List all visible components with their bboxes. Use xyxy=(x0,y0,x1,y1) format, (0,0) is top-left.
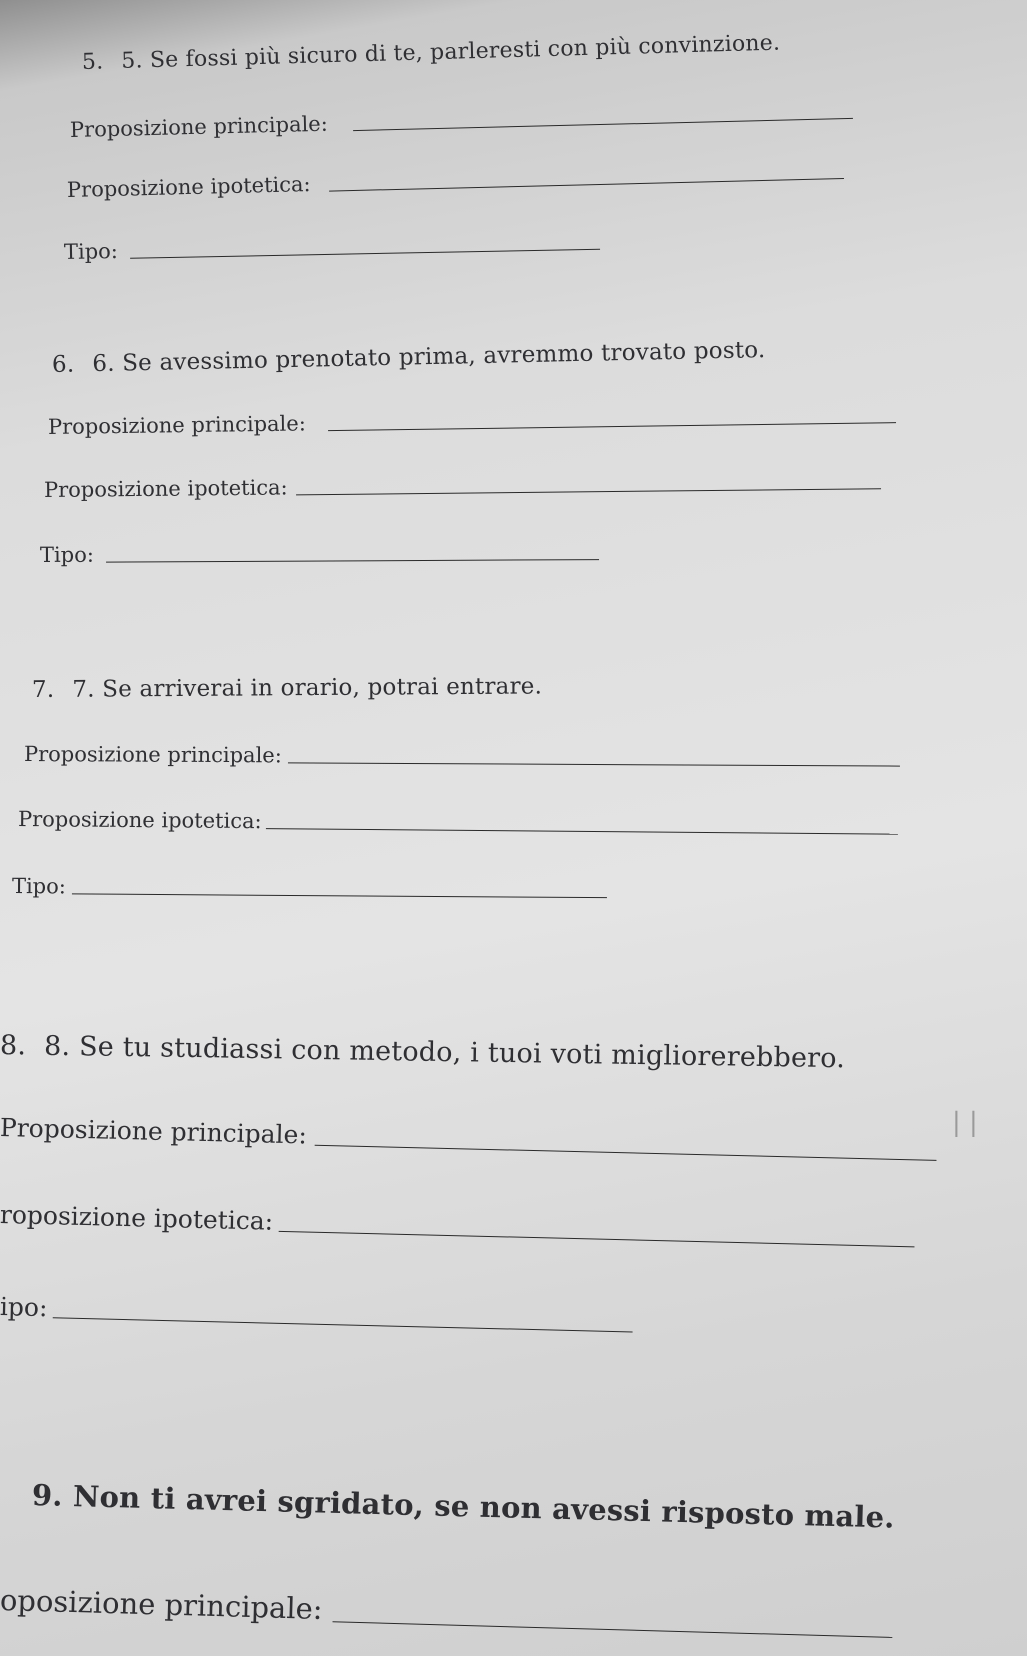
exercise-6-principal-row xyxy=(48,403,896,439)
principal-label: Proposizione principale: xyxy=(0,1113,308,1150)
exercise-7-principal-row xyxy=(24,742,900,771)
type-answer-line[interactable] xyxy=(106,558,599,563)
exercise-5-principal-row xyxy=(70,99,853,142)
principal-answer-line[interactable] xyxy=(315,1144,937,1161)
hypothetical-answer-line[interactable] xyxy=(279,1230,915,1248)
exercise-5-sentence: 5. 5. Se fossi più sicuro di te, parleresti con più convinzione. xyxy=(81,30,781,75)
exercise-6-sentence: 6. 6. Se avessimo prenotato prima, avremmo trovato posto. xyxy=(51,337,766,378)
hypothetical-answer-line[interactable] xyxy=(329,177,844,192)
hypothetical-answer-line[interactable] xyxy=(296,487,881,495)
exercise-8-type-row xyxy=(0,1292,634,1336)
exercise-9-sentence: 9. Non ti avrei sgridato, se non avessi risposto male. xyxy=(31,1478,896,1535)
type-answer-line[interactable] xyxy=(72,892,607,898)
principal-answer-line[interactable] xyxy=(328,421,896,431)
hypothetical-label: Proposizione ipotetica: xyxy=(66,172,311,202)
hypothetical-label: Proposizione ipotetica: xyxy=(43,475,288,502)
exercise-8-hypothetical-row xyxy=(0,1200,915,1251)
type-label: Tipo: xyxy=(63,238,119,264)
hypothetical-answer-line[interactable] xyxy=(266,827,898,835)
exercise-5-hypothetical-row xyxy=(67,159,844,202)
exercise-6-hypothetical-row xyxy=(44,469,881,502)
exercise-6-type-row xyxy=(40,540,599,567)
principal-label: Proposizione principale: xyxy=(47,411,306,439)
type-answer-line[interactable] xyxy=(53,1316,633,1332)
type-label: Tipo: xyxy=(11,874,66,899)
hypothetical-label: Proposizione ipotetica: xyxy=(17,807,262,834)
principal-label: Proposizione principale: xyxy=(23,742,282,768)
margin-pencil-marks: | | xyxy=(952,1108,978,1138)
exercise-7-hypothetical-row xyxy=(18,807,898,839)
exercise-7-number: 7. xyxy=(31,676,55,703)
exercise-7-sentence: 7. 7. Se arriverai in orario, potrai entrare. xyxy=(31,673,543,703)
type-answer-line[interactable] xyxy=(130,248,600,259)
exercise-5-type-row xyxy=(64,230,600,264)
principal-label: oposizione principale: xyxy=(0,1583,324,1627)
exercise-5-number: 5. xyxy=(81,49,104,75)
type-label: Tipo: xyxy=(39,542,94,567)
principal-answer-line[interactable] xyxy=(353,117,853,131)
principal-answer-line[interactable] xyxy=(288,761,900,766)
exercise-7-type-row xyxy=(12,874,607,902)
exercise-6-number: 6. xyxy=(51,351,75,378)
exercise-8-sentence: 8. 8. Se tu studiassi con metodo, i tuoi voti migliorerebbero. xyxy=(0,1030,846,1075)
exercise-8-number: 8. xyxy=(0,1030,27,1062)
exercise-8-principal-row xyxy=(0,1113,937,1165)
exercise-9-principal-row xyxy=(0,1583,893,1642)
type-label: ipo: xyxy=(0,1292,48,1323)
principal-label: Proposizione principale: xyxy=(69,111,329,142)
hypothetical-label: roposizione ipotetica: xyxy=(0,1200,274,1236)
principal-answer-line[interactable] xyxy=(332,1620,892,1638)
